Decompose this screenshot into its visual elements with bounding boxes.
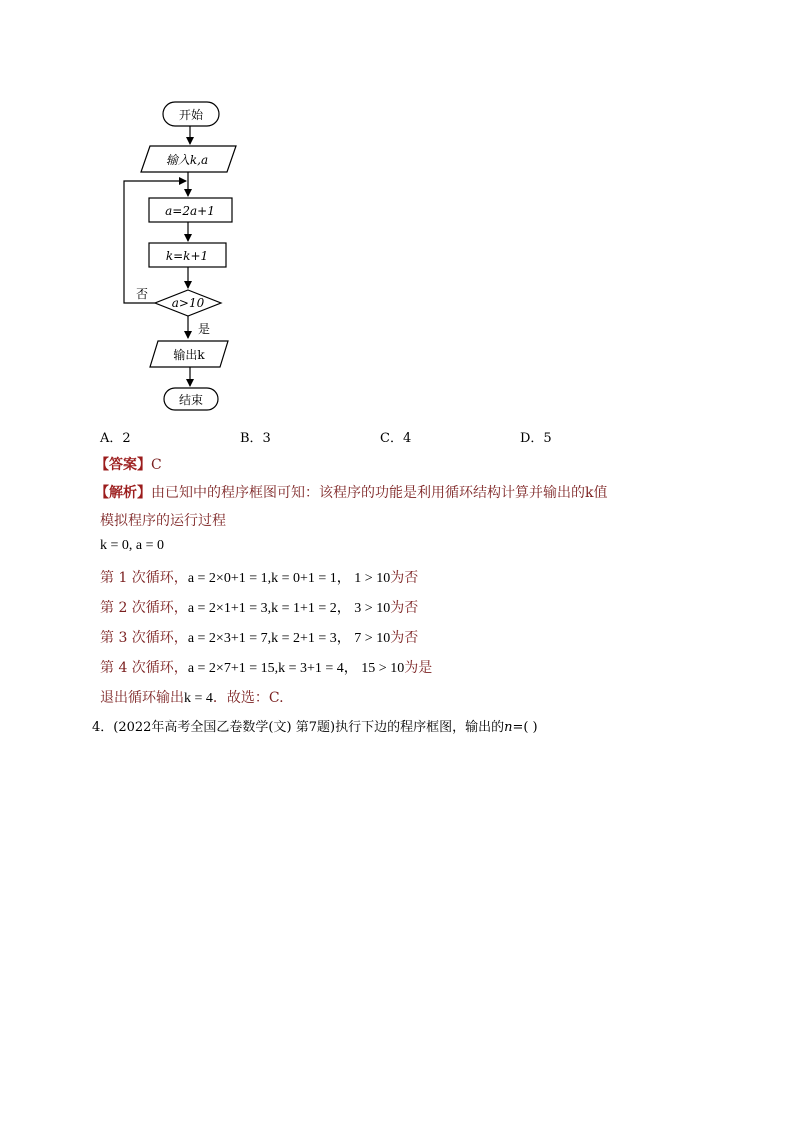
output-label: 输出k bbox=[173, 348, 205, 362]
loop-cond: 1 > 10 bbox=[354, 571, 391, 586]
loop-cond: 3 > 10 bbox=[354, 601, 391, 616]
answer-line bbox=[95, 454, 162, 474]
loop-label: 第 4 次循环， bbox=[100, 660, 188, 676]
flowchart bbox=[0, 0, 794, 420]
option-c: C．4 bbox=[380, 431, 412, 446]
option-a: A．2 bbox=[100, 431, 131, 446]
question-4 bbox=[92, 716, 538, 735]
loop-line-1: 第 1 次循环，a = 2×0+1 = 1,k = 0+1 = 1， 1 > 10为否 bbox=[100, 570, 419, 586]
loop-result: 为是 bbox=[404, 660, 433, 676]
analysis-init bbox=[100, 537, 164, 554]
loop-result: 为否 bbox=[390, 600, 419, 616]
answer-value: C bbox=[151, 457, 162, 473]
exit-prefix: 退出循环输出 bbox=[100, 690, 184, 706]
yes-label: 是 bbox=[198, 322, 211, 336]
analysis-text-1: 由已知中的程序框图可知：该程序的功能是利用循环结构计算并输出的k值 bbox=[151, 485, 608, 501]
loop-label: 第 3 次循环， bbox=[100, 630, 188, 646]
loop-cond: 15 > 10 bbox=[361, 661, 405, 676]
loop-result: 为否 bbox=[390, 630, 419, 646]
question-text: 执行下边的程序框图，输出的 bbox=[335, 720, 505, 735]
step1-label: a=2a+1 bbox=[165, 204, 215, 218]
input-label: 输入k,a bbox=[165, 153, 209, 167]
analysis-tag: 【解析】 bbox=[95, 485, 151, 501]
question-var: n bbox=[504, 720, 513, 735]
answer-tag: 【答案】 bbox=[95, 457, 151, 473]
question-tail: =( ) bbox=[512, 720, 538, 735]
loop-a: a = 2×7+1 = 15 bbox=[187, 661, 275, 676]
loop-k: k = 2+1 = 3 bbox=[271, 631, 337, 646]
loop-k: k = 0+1 = 1 bbox=[271, 571, 337, 586]
loop-cond: 7 > 10 bbox=[354, 631, 391, 646]
option-b: B．3 bbox=[240, 431, 271, 446]
analysis-line-2: 模拟程序的运行过程 bbox=[100, 513, 226, 529]
option-d: D．5 bbox=[520, 431, 552, 446]
question-number: 4． bbox=[92, 720, 114, 735]
loop-result: 为否 bbox=[390, 570, 419, 586]
loop-line-2: 第 2 次循环，a = 2×1+1 = 3,k = 1+1 = 2， 3 > 10为否 bbox=[100, 600, 419, 616]
loop-a: a = 2×1+1 = 3 bbox=[187, 601, 268, 616]
condition-label: a>10 bbox=[171, 296, 205, 310]
exit-suffix: ．故选：C. bbox=[212, 690, 284, 706]
start-label: 开始 bbox=[178, 108, 204, 122]
loop-line-3: 第 3 次循环，a = 2×3+1 = 7,k = 2+1 = 3， 7 > 10为否 bbox=[100, 630, 419, 646]
question-source: (2022年高考全国乙卷数学(文) 第7题) bbox=[113, 720, 336, 735]
loop-k: k = 3+1 = 4 bbox=[278, 661, 344, 676]
loop-a: a = 2×0+1 = 1 bbox=[187, 571, 268, 586]
analysis-line-1 bbox=[95, 482, 607, 502]
loop-label: 第 2 次循环， bbox=[100, 600, 188, 616]
loop-label: 第 1 次循环， bbox=[100, 570, 188, 586]
exit-value: k = 4 bbox=[184, 691, 213, 706]
loop-k: k = 1+1 = 2 bbox=[271, 601, 337, 616]
step2-label: k=k+1 bbox=[165, 249, 209, 263]
end-label: 结束 bbox=[178, 393, 204, 407]
init-values: k = 0, a = 0 bbox=[100, 538, 165, 553]
exit-line bbox=[100, 687, 284, 707]
no-label: 否 bbox=[136, 287, 149, 301]
loop-a: a = 2×3+1 = 7 bbox=[187, 631, 268, 646]
loop-line-4: 第 4 次循环，a = 2×7+1 = 15,k = 3+1 = 4， 15 > 10为是 bbox=[100, 660, 433, 676]
